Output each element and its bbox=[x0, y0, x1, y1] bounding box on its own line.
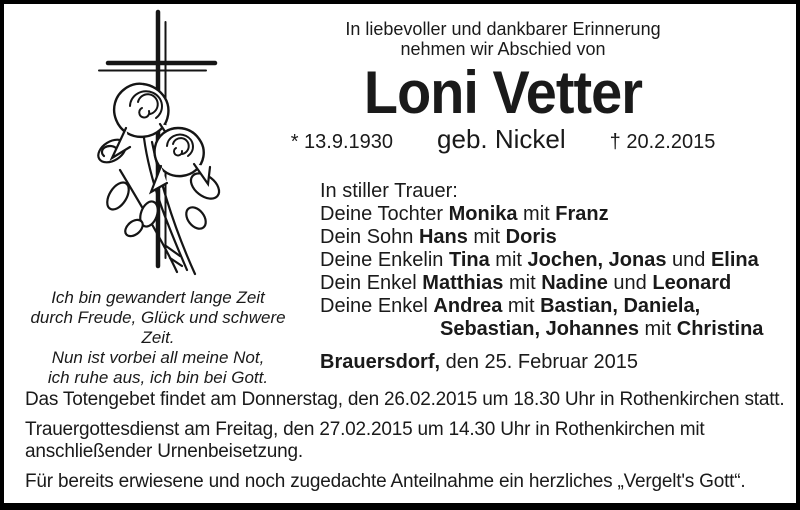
mourners-list bbox=[320, 180, 780, 341]
thanks-note bbox=[25, 471, 785, 493]
maiden-name: geb. Nickel bbox=[437, 124, 566, 154]
announcements bbox=[25, 389, 785, 493]
intro-line-2: nehmen wir Abschied von bbox=[400, 38, 606, 59]
memorial-poem bbox=[12, 288, 304, 388]
birth-date: * 13.9.1930 bbox=[290, 131, 394, 153]
mourner-line: Deine Tochter Monika mit Franz bbox=[320, 203, 609, 225]
intro-text bbox=[300, 20, 706, 59]
poem-line: Nun ist vorbei all meine Not, bbox=[51, 348, 265, 367]
intro-line-1: In liebevoller und dankbarer Erinnerung bbox=[345, 19, 661, 39]
mourner-line-continuation: Sebastian, Johannes mit Christina bbox=[440, 318, 764, 340]
announcement-line: Das Totengebet findet am Donnerstag, den 26.02.2015 um 18.30 Uhr in Rothenkirchen statt. bbox=[25, 389, 785, 410]
deceased-name: Loni Vetter bbox=[363, 59, 643, 126]
announcement-line: Für bereits erwiesene und noch zugedachte Anteilnahme ein herzliches „Vergelt's Gott“. bbox=[25, 471, 746, 492]
mourner-line: Deine Enkel Andrea mit Bastian, Daniela, bbox=[320, 295, 701, 317]
life-dates bbox=[290, 124, 716, 155]
mourner-line: Dein Enkel Matthias mit Nadine und Leonard bbox=[320, 272, 732, 294]
mourning-header: In stiller Trauer: bbox=[320, 180, 458, 202]
mourner-line: Deine Enkelin Tina mit Jochen, Jonas und Elina bbox=[320, 249, 759, 271]
trauergottesdienst-announcement bbox=[25, 419, 785, 463]
totengebet-announcement bbox=[25, 389, 785, 411]
notice-header bbox=[290, 19, 716, 155]
poem-line: ich ruhe aus, ich bin bei Gott. bbox=[47, 368, 269, 387]
death-date: † 20.2.2015 bbox=[609, 131, 716, 153]
announcement-line: anschließender Urnenbeisetzung. bbox=[25, 441, 303, 462]
cross-and-roses-art bbox=[48, 8, 288, 286]
place-and-date: Brauersdorf, den 25. Februar 2015 bbox=[320, 351, 638, 373]
poem-line: durch Freude, Glück und schwere Zeit. bbox=[30, 308, 286, 347]
announcement-line: Trauergottesdienst am Freitag, den 27.02.2015 um 14.30 Uhr in Rothenkirchen mit bbox=[25, 419, 705, 440]
mourner-line: Dein Sohn Hans mit Doris bbox=[320, 226, 557, 248]
poem-line: Ich bin gewandert lange Zeit bbox=[51, 288, 265, 307]
